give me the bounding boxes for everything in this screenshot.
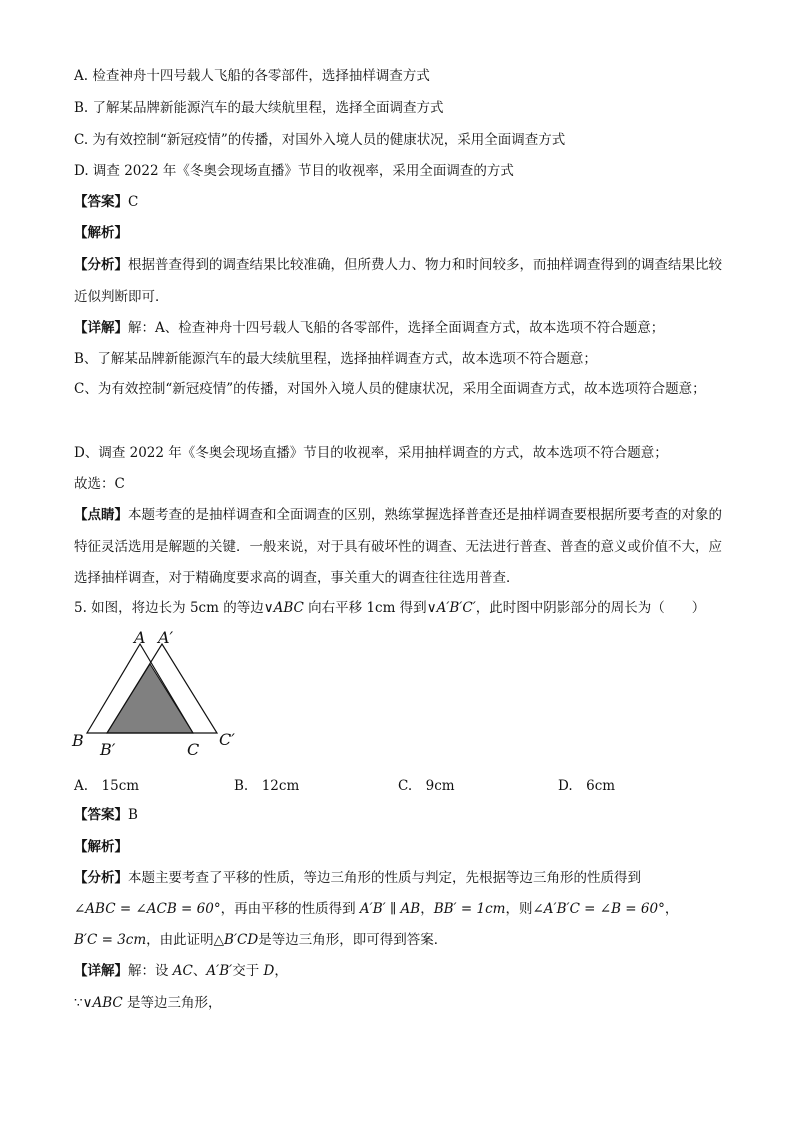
q5-detail-2 (74, 993, 222, 1013)
detail-label: 【详解】 (74, 963, 128, 979)
detail-1g: ， (274, 963, 288, 979)
q4-option-d: D. 调查 2022 年《冬奥会现场直播》节目的收视率，采用全面调查的方式 (74, 163, 514, 179)
because-text: 是等边三角形， (122, 995, 222, 1011)
q5-fenxi-1 (74, 868, 641, 888)
q5-detail-1 (74, 961, 288, 981)
math-bb-prime: BB′ = 1cm (433, 901, 506, 917)
answer-value: C (128, 194, 139, 210)
analysis-label: 【解析】 (74, 839, 128, 855)
q5-fenxi-2 (74, 899, 678, 919)
q5-triangle-abc-prime: ∨A′B′C′ (426, 600, 476, 616)
text-4: ，则 (505, 901, 533, 917)
q4-fenxi (74, 250, 724, 313)
math-triangle-bcd: △B′CD (213, 932, 259, 948)
detail-ac: AC (172, 963, 193, 979)
math-parallel: A′B′ ∥ AB (359, 901, 421, 917)
q5-stem (74, 598, 705, 618)
fenxi-label: 【分析】 (74, 870, 128, 886)
q5-option-b: B. 12cm (234, 778, 300, 794)
text-2: ，再由平移的性质得到 (220, 901, 360, 917)
dianjing-text: 本题考查的是抽样调查和全面调查的区别，熟练掌握选择普查还是抽样调查要根据所要考查的对象的特征灵活选用是解题的关键．一般来说，对于具有破坏性的调查、无法进行普查、普查的意义或价值不大，应选择抽样调查，对于精确度要求高的调查，事关重大的调查往往选用普查． (74, 507, 722, 586)
q5-stem-a: 5. 如图，将边长为 5cm 的等边 (74, 600, 264, 616)
analysis-label: 【解析】 (74, 225, 128, 241)
detail-1e: 交于 (232, 963, 264, 979)
q5-stem-b: 向右平移 1cm 得到 (303, 600, 427, 616)
q5-analysis-label (74, 837, 128, 857)
q5-translation-figure (70, 626, 240, 762)
fenxi-text: 根据普查得到的调查结果比较准确，但所费人力、物力和时间较多，而抽样调查得到的调查结果比较近似判断即可． (74, 257, 722, 305)
q4-option-a: A. 检查神舟十四号载人飞船的各零部件，选择抽样调查方式 (74, 68, 430, 84)
math-b-prime-c: B′C = 3cm (74, 932, 147, 948)
answer-label: 【答案】 (74, 194, 128, 210)
answer-label: 【答案】 (74, 807, 128, 823)
detail-1c: 、 (192, 963, 207, 979)
label-c-prime: C′ (219, 730, 235, 749)
label-c: C (187, 740, 200, 759)
math-angle-eq: ∠ABC = ∠ACB = 60° (74, 901, 221, 917)
q5-option-c: C. 9cm (398, 778, 455, 794)
q4-analysis-label (74, 223, 128, 243)
q4-detail-3: C、为有效控制“新冠疫情”的传播，对国外入境人员的健康状况，采用全面调查方式，故本选项符合题意； (74, 381, 706, 397)
q4-answer (74, 192, 138, 212)
because-symbol: ∵ (74, 995, 83, 1011)
text-5: ， (664, 901, 679, 917)
q4-detail-5: 故选：C (74, 476, 125, 492)
q5-answer (74, 805, 138, 825)
label-b: B (72, 731, 84, 750)
q5-fenxi-3 (74, 930, 447, 950)
detail-d: D (263, 963, 275, 979)
q5-options (74, 774, 734, 794)
fenxi-text: 本题主要考查了平移的性质，等边三角形的性质与判定，先根据等边三角形的性质得到 (128, 870, 641, 886)
label-b-prime: B′ (100, 740, 116, 759)
fenxi-label: 【分析】 (74, 257, 128, 273)
because-triangle: ∨ABC (82, 995, 123, 1011)
q4-dianjing (74, 500, 724, 595)
q4-detail-2: B、了解某品牌新能源汽车的最大续航里程，选择抽样调查方式，故本选项不符合题意； (74, 351, 597, 367)
text-6: ，由此证明 (146, 932, 214, 948)
detail-1a: 解：设 (128, 963, 173, 979)
detail-text: 解：A、检查神舟十四号载人飞船的各零部件，选择全面调查方式，故本选项不符合题意； (128, 320, 665, 336)
q5-triangle-abc: ∨ABC (263, 600, 304, 616)
text-7: 是等边三角形，即可得到答案． (258, 932, 448, 948)
detail-label: 【详解】 (74, 320, 128, 336)
q4-detail-4: D、调查 2022 年《冬奥会现场直播》节目的收视率，采用抽样调查的方式，故本选项不符合题意； (74, 445, 668, 461)
label-a: A (134, 628, 146, 647)
q4-detail-1 (74, 318, 664, 338)
text-3: ， (420, 901, 434, 917)
label-a-prime: A′ (158, 628, 174, 647)
answer-value: B (128, 807, 138, 823)
math-angle-b-prime: ∠A′B′C = ∠B = 60° (532, 901, 665, 917)
q5-option-d: D. 6cm (558, 778, 616, 794)
detail-a-prime-b-prime: A′B′ (206, 963, 233, 979)
dianjing-label: 【点睛】 (74, 507, 128, 523)
q5-option-a: A. 15cm (74, 778, 140, 794)
q4-option-b: B. 了解某品牌新能源汽车的最大续航里程，选择全面调查方式 (74, 100, 444, 116)
q4-option-c: C. 为有效控制“新冠疫情”的传播，对国外入境人员的健康状况，采用全面调查方式 (74, 132, 566, 148)
q5-stem-c: ，此时图中阴影部分的周长为（ ） (475, 600, 706, 616)
